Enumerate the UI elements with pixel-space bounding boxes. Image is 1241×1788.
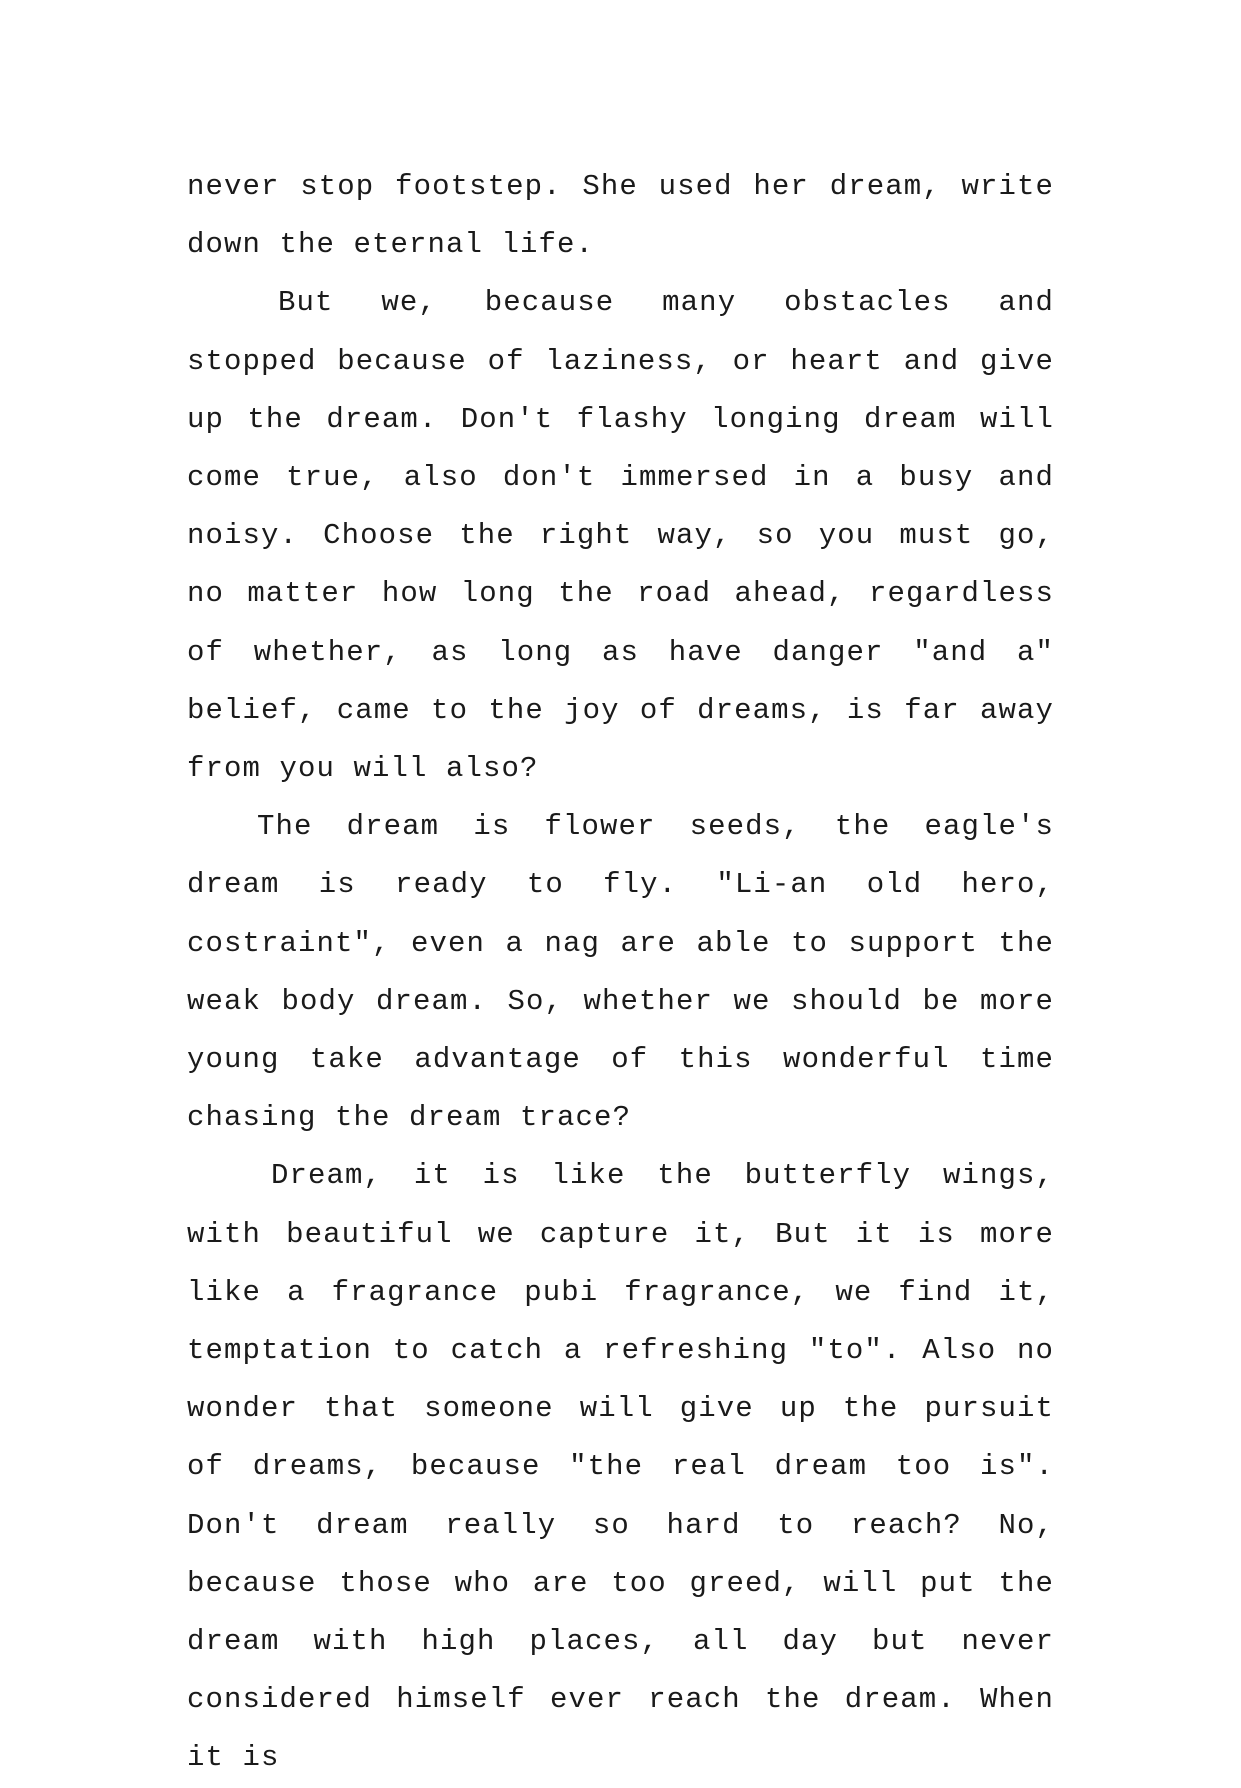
paragraph-2: But we, because many obstacles and stopped because of laziness, or heart and give up the dream. Don't flashy longing dream will come true, also don't immersed in a busy and noisy. Choose the right way, so you must go, no matter how long the road ahead, regardless of whether, as long as have danger "and a" belief, came to the joy of dreams, is far away from you will also?: [187, 286, 1054, 786]
paragraph-4: Dream, it is like the butterfly wings, with beautiful we capture it, But it is more like a fragrance pubi fragrance, we find it, temptation to catch a refreshing "to". Also no wonder that someone will give up the pursuit of dreams, because "the real dream too is". Don't dream really so hard to reach? No, because those who are too greed, will put the dream with high places, all day but never considered himself ever reach the dream. When it is: [187, 1159, 1054, 1775]
body-text: [187, 158, 1054, 1788]
paragraph-3: The dream is flower seeds, the eagle's dream is ready to fly. "Li-an old hero, costraint", even a nag are able to support the weak body dream. So, whether we should be more young take advantage of this wonderful time chasing the dream trace?: [187, 810, 1054, 1135]
paragraph-1: never stop footstep. She used her dream, write down the eternal life.: [187, 170, 1054, 262]
